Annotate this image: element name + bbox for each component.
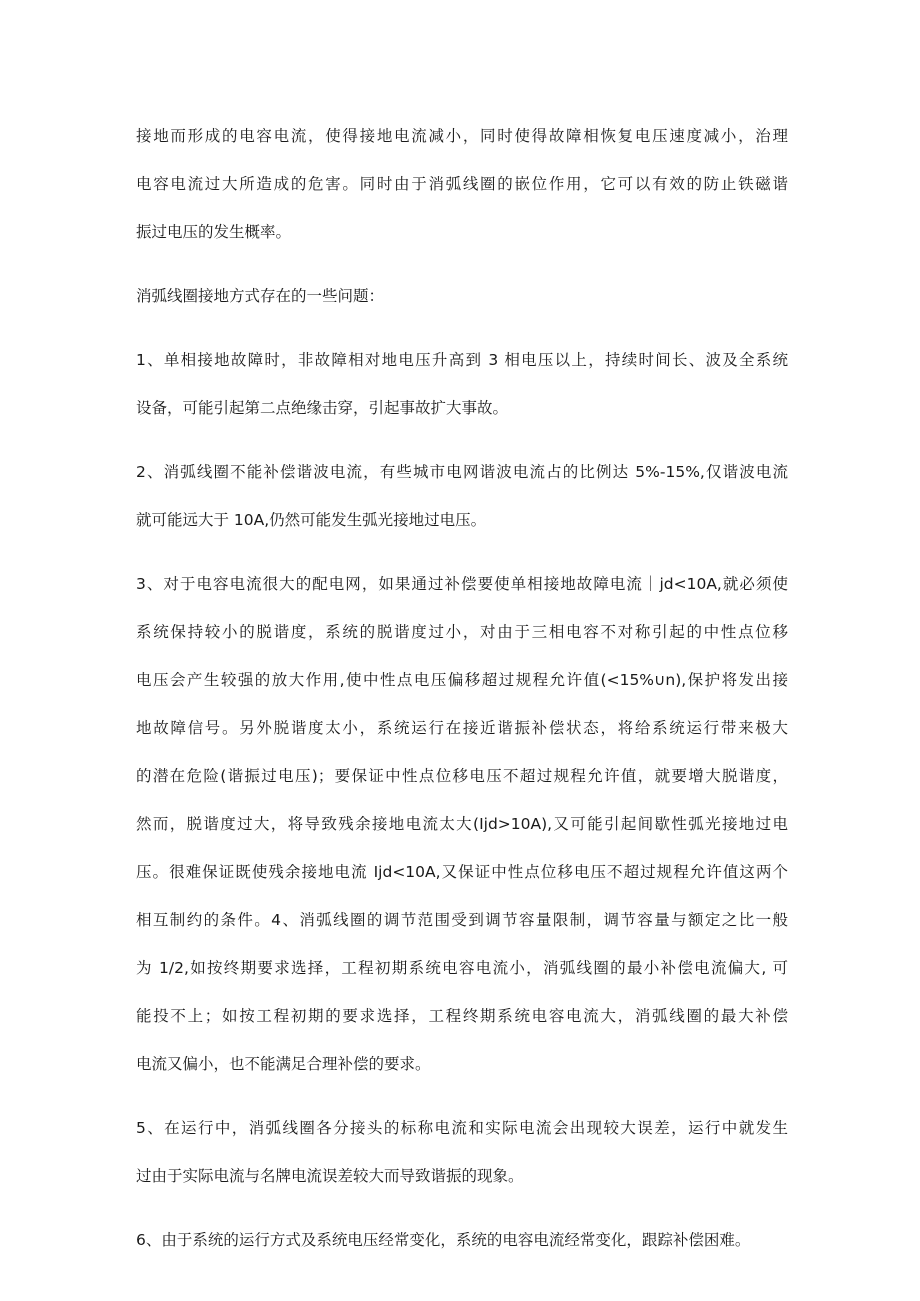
text-line: 的潜在危险(谐振过电压)；要保证中性点位移电压不超过规程允许值，就要增大脱谐度，	[136, 767, 788, 785]
text-line: 设备，可能引起第二点绝缘击穿，引起事故扩大事故。	[136, 399, 509, 417]
paragraph-item-1	[136, 336, 788, 432]
text-line: 能投不上；如按工程初期的要求选择，工程终期系统电容电流大，消弧线圈的最大补偿	[136, 1007, 788, 1025]
text-line: 5、在运行中，消弧线圈各分接头的标称电流和实际电流会出现较大误差，运行中就发生	[136, 1119, 788, 1137]
text-line: 压。很难保证既使残余接地电流 Ijd<10A,又保证中性点位移电压不超过规程允许值这两个	[136, 863, 788, 881]
document-body	[136, 112, 788, 1280]
text-line: 电容电流过大所造成的危害。同时由于消弧线圈的嵌位作用，它可以有效的防止铁磁谐	[136, 175, 788, 193]
text-line: 系统保持较小的脱谐度，系统的脱谐度过小，对由于三相电容不对称引起的中性点位移	[136, 623, 788, 641]
text-line: 1、单相接地故障时，非故障相对地电压升高到 3 相电压以上，持续时间长、波及全系统	[136, 351, 788, 369]
text-line: 2、消弧线圈不能补偿谐波电流，有些城市电网谐波电流占的比例达 5%-15%,仅谐波电流	[136, 463, 788, 481]
text-line: 电流又偏小，也不能满足合理补偿的要求。	[136, 1055, 431, 1073]
paragraph-item-2	[136, 448, 788, 544]
paragraph-intro	[136, 112, 788, 256]
text-line: 6、由于系统的运行方式及系统电压经常变化，系统的电容电流经常变化，跟踪补偿困难。	[136, 1231, 751, 1249]
paragraph-heading	[136, 272, 788, 320]
text-line: 接地而形成的电容电流，使得接地电流减小，同时使得故障相恢复电压速度减小，治理	[136, 127, 788, 145]
paragraph-item-3	[136, 560, 788, 1088]
paragraph-item-5	[136, 1104, 788, 1200]
section-heading: 消弧线圈接地方式存在的一些问题：	[136, 287, 385, 305]
text-line: 相互制约的条件。4、消弧线圈的调节范围受到调节容量限制，调节容量与额定之比一般	[136, 911, 788, 929]
text-line: 3、对于电容电流很大的配电网，如果通过补偿要使单相接地故障电流｜jd<10A,就必须使	[136, 575, 788, 593]
text-line: 然而，脱谐度过大，将导致残余接地电流太大(Ijd>10A),又可能引起间歇性弧光接地过电	[136, 815, 788, 833]
text-line: 就可能远大于 10A,仍然可能发生弧光接地过电压。	[136, 511, 487, 529]
text-line: 地故障信号。另外脱谐度太小，系统运行在接近谐振补偿状态，将给系统运行带来极大	[136, 719, 788, 737]
text-line: 过由于实际电流与名牌电流误差较大而导致谐振的现象。	[136, 1167, 524, 1185]
paragraph-item-6	[136, 1216, 788, 1264]
text-line: 电压会产生较强的放大作用,使中性点电压偏移超过规程允许值(<15%∪n),保护将发出接	[136, 671, 788, 689]
text-line: 振过电压的发生概率。	[136, 223, 292, 241]
text-line: 为 1/2,如按终期要求选择，工程初期系统电容电流小，消弧线圈的最小补偿电流偏大, 可	[136, 959, 788, 977]
